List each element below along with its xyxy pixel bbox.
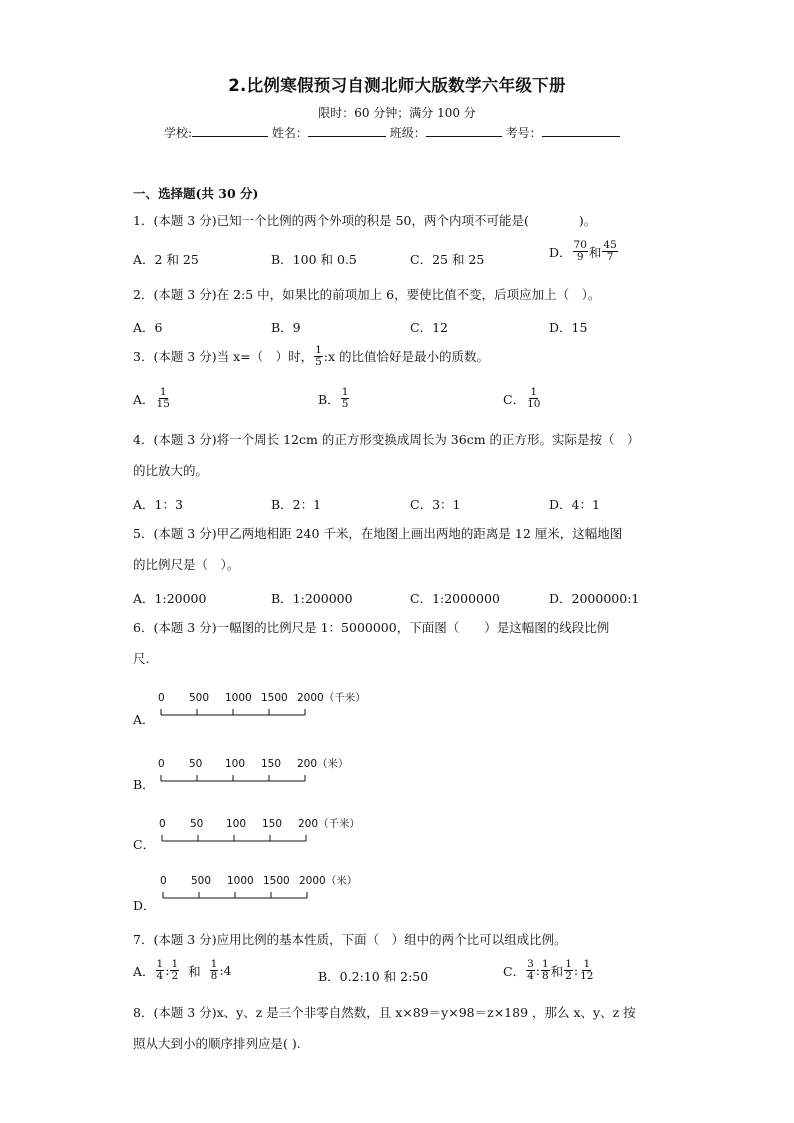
fraction: $\frac{1}{12}$ (580, 958, 594, 982)
question-6-line1: 6．(本题 3 分)一幅图的比例尺是 1：5000000，下面图（ ）是这幅图的线段比例 (133, 620, 610, 635)
class-label: 班级： (389, 126, 426, 140)
q7-option-b[interactable]: B．0.2:10 和 2:50 (318, 969, 429, 984)
scale-bar-c[interactable] (155, 814, 375, 846)
scale-tick-label: 100 (226, 818, 247, 830)
class-blank[interactable] (426, 124, 502, 137)
question-4-line2: 的比放大的。 (133, 463, 209, 478)
school-label: 学校: (164, 126, 193, 140)
scale-tick-label: 0 (160, 875, 167, 887)
q4-option-a[interactable]: A．1：3 (133, 497, 183, 512)
q7-option-c[interactable] (503, 959, 595, 982)
scale-tick-label: 50 (190, 818, 204, 830)
school-blank[interactable] (192, 124, 268, 137)
q4-option-c[interactable]: C．3：1 (410, 497, 461, 512)
q6-option-a-label[interactable]: A． (133, 712, 155, 727)
q2-option-a[interactable]: A．6 (133, 320, 163, 335)
q7-c-colon: : (535, 963, 540, 978)
question-6-line2: 尺. (133, 651, 150, 666)
q7-a-colon: : (165, 963, 170, 978)
scale-tick-label: 500 (189, 692, 210, 704)
q1-option-d[interactable] (549, 240, 619, 263)
q4-option-b[interactable]: B．2：1 (271, 497, 322, 512)
id-label: 考号： (505, 126, 542, 140)
fraction: $\frac{1}{5}$ (341, 386, 349, 410)
fraction: $\frac{1}{15}$ (156, 386, 170, 410)
question-7: 7．(本题 3 分)应用比例的基本性质，下面（ ）组中的两个比可以组成比例。 (133, 932, 567, 947)
fraction: $\frac{45}{7}$ (603, 239, 617, 263)
q3-option-a[interactable] (133, 387, 172, 410)
scale-tick-label: 0 (158, 758, 165, 770)
scale-tick-label: 0 (158, 692, 165, 704)
section-heading: 一、选择题(共 30 分) (133, 186, 259, 201)
scale-tick-label: 1000 (227, 875, 254, 887)
q3-option-b[interactable] (318, 387, 350, 410)
q7-a-label: A． (133, 963, 155, 979)
q1-option-b[interactable]: B．100 和 0.5 (271, 252, 357, 267)
name-blank[interactable] (308, 124, 386, 137)
q7-c-colon: : (573, 963, 579, 978)
scale-bar-a[interactable] (155, 688, 375, 720)
time-limit: 限时：60 分钟；满分 100 分 (318, 106, 476, 120)
q1-d-label: D． (549, 244, 572, 260)
fraction: $\frac{1}{5}$ (315, 344, 322, 368)
question-8-line2: 照从大到小的顺序排列应是( ). (133, 1036, 301, 1051)
question-4-line1: 4．(本题 3 分)将一个周长 12cm 的正方形变换成周长为 36cm 的正方形。实际是按（ ） (133, 432, 640, 447)
q6-option-d-label[interactable]: D． (133, 898, 156, 913)
q3-a-label: A． (133, 391, 155, 407)
q1-d-and: 和 (588, 244, 602, 260)
fraction: $\frac{70}{9}$ (573, 239, 587, 263)
fraction: $\frac{1}{2}$ (565, 958, 572, 982)
q2-option-d[interactable]: D．15 (549, 320, 588, 335)
scale-bar-d[interactable] (155, 871, 375, 903)
q4-option-d[interactable]: D．4：1 (549, 497, 600, 512)
scale-tick-label: 1000 (225, 692, 252, 704)
q3-c-label: C． (503, 391, 526, 407)
question-3 (133, 345, 489, 368)
q5-option-b[interactable]: B．1:200000 (271, 591, 353, 606)
fraction: $\frac{1}{4}$ (156, 958, 164, 982)
q6-option-b-label[interactable]: B． (133, 777, 155, 792)
question-5-line1: 5．(本题 3 分)甲乙两地相距 240 千米，在地图上画出两地的距离是 12 厘米，这幅地图 (133, 526, 623, 541)
student-info (164, 124, 620, 141)
scale-tick-label: 150 (261, 758, 282, 770)
scale-tick-label: 1500 (263, 875, 290, 887)
scale-tick-label: 200（千米） (298, 818, 361, 830)
q7-c-label: C． (503, 963, 526, 979)
id-blank[interactable] (542, 124, 620, 137)
q1-option-c[interactable]: C．25 和 25 (410, 252, 485, 267)
scale-tick-label: 2000（米） (299, 875, 358, 887)
question-2: 2．(本题 3 分)在 2:5 中，如果比的前项加上 6，要使比值不变，后项应加上（ ）。 (133, 287, 601, 302)
q5-option-d[interactable]: D．2000000:1 (549, 591, 640, 606)
scale-tick-label: 2000（千米） (297, 692, 366, 704)
q7-a-tail: :4 (219, 963, 232, 978)
scale-bar-b[interactable] (155, 754, 375, 786)
page-title: 2.比例寒假预习自测北师大版数学六年级下册 (228, 76, 566, 95)
q7-a-and: 和 (188, 963, 201, 979)
scale-tick-label: 100 (225, 758, 246, 770)
q7-option-a[interactable] (133, 959, 232, 982)
scale-tick-label: 1500 (261, 692, 288, 704)
fraction: $\frac{3}{4}$ (527, 958, 534, 982)
scale-tick-label: 150 (262, 818, 283, 830)
q3-text-pre: 3．(本题 3 分)当 x=（ ）时， (133, 348, 314, 364)
scale-tick-label: 50 (189, 758, 203, 770)
q2-option-c[interactable]: C．12 (410, 320, 448, 335)
q7-c-and: 和 (550, 963, 564, 979)
q1-option-a[interactable]: A．2 和 25 (133, 252, 199, 267)
q3-text-post: :x 的比值恰好是最小的质数。 (323, 348, 490, 364)
question-1: 1．(本题 3 分)已知一个比例的两个外项的积是 50，两个内项不可能是( )。 (133, 213, 597, 228)
q2-option-b[interactable]: B．9 (271, 320, 301, 335)
scale-tick-label: 0 (159, 818, 166, 830)
q6-option-c-label[interactable]: C． (133, 837, 156, 852)
scale-tick-label: 500 (191, 875, 212, 887)
fraction: $\frac{1}{10}$ (527, 386, 541, 410)
q3-option-c[interactable] (503, 387, 542, 410)
q5-option-a[interactable]: A．1:20000 (133, 591, 207, 606)
q5-option-c[interactable]: C．1:2000000 (410, 591, 500, 606)
fraction: $\frac{1}{8}$ (210, 958, 218, 982)
fraction: $\frac{1}{2}$ (171, 958, 179, 982)
question-8-line1: 8．(本题 3 分)x、y、z 是三个非零自然数，且 x×89＝y×98＝z×189 ，那么 x、y、z 按 (133, 1005, 636, 1020)
scale-tick-label: 200（米） (297, 758, 349, 770)
fraction: $\frac{1}{8}$ (541, 958, 549, 982)
question-5-line2: 的比例尺是（ ）。 (133, 557, 240, 572)
name-label: 姓名： (271, 126, 308, 140)
q3-b-label: B． (318, 391, 340, 407)
